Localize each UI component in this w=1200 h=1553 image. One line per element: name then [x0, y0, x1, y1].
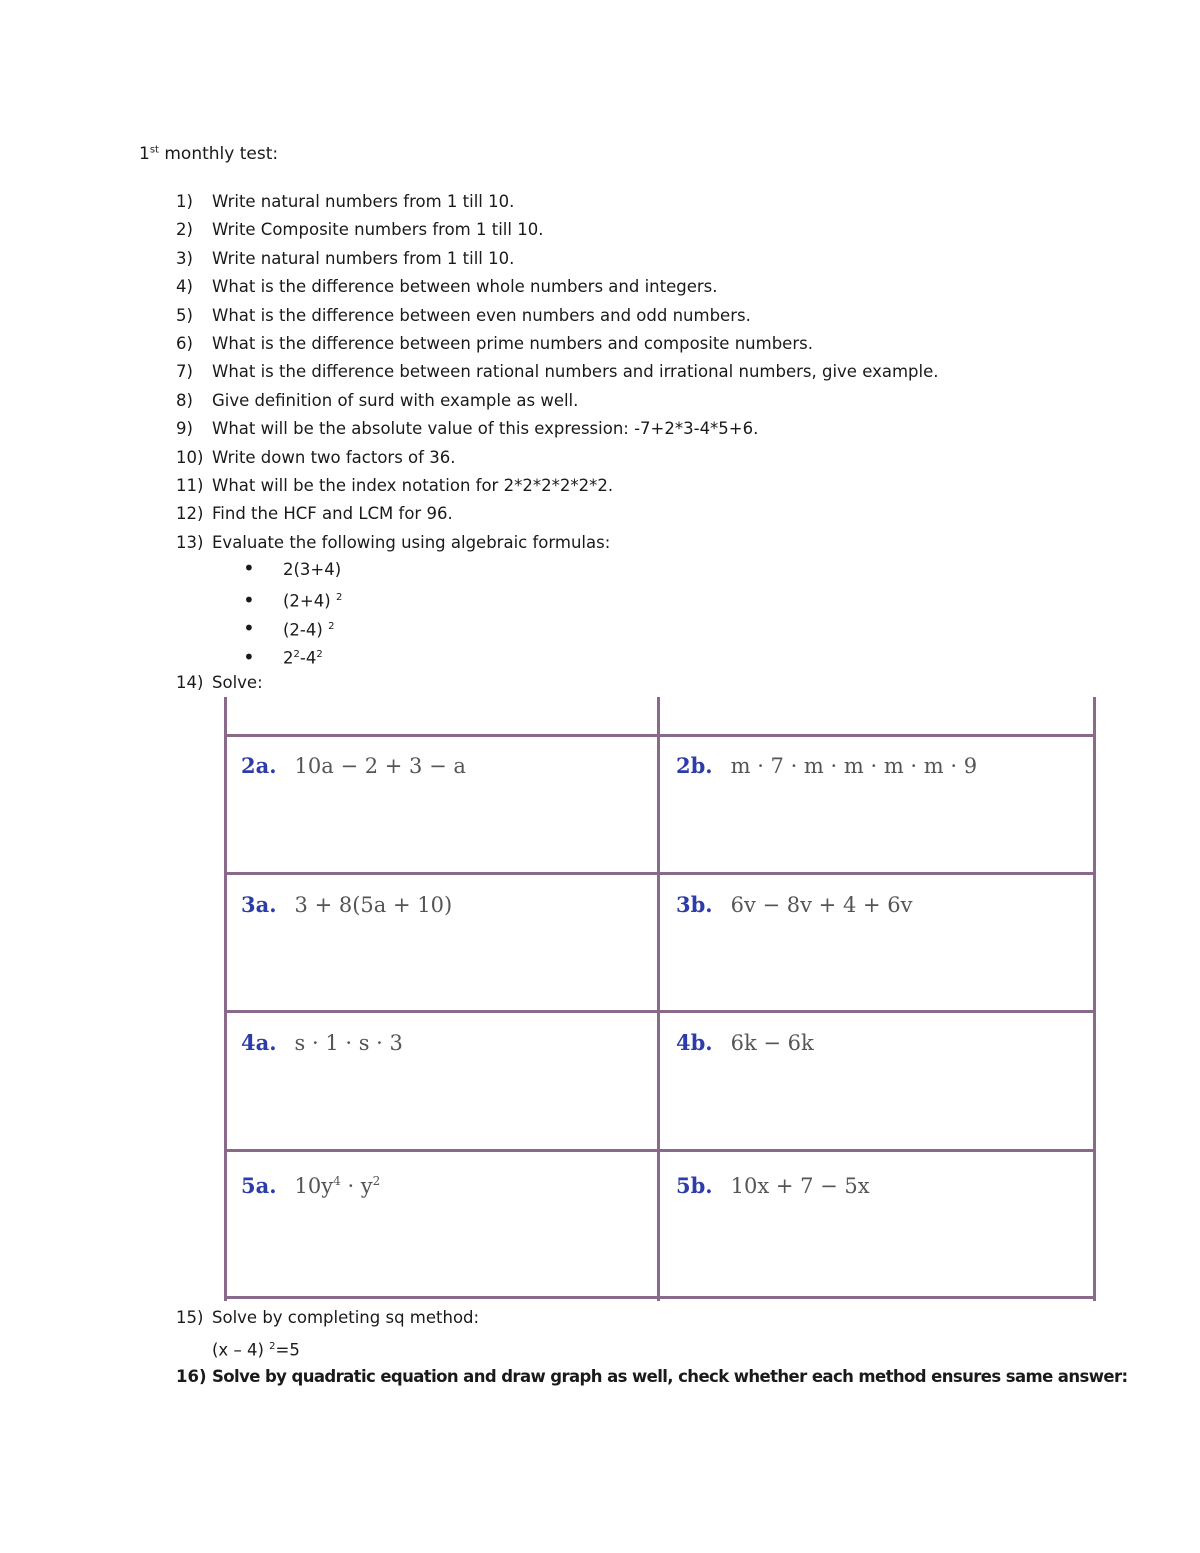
problem-expression: 3 + 8(5a + 10)	[294, 893, 453, 917]
equation-part: (x – 4)	[212, 1340, 270, 1360]
problem-expression: 10x + 7 − 5x	[730, 1174, 870, 1198]
question-text: Solve by quadratic equation and draw graph as well, check whether each method ensures same answer:	[212, 1367, 1128, 1386]
question-text: What is the difference between rational numbers and irrational numbers, give example.	[212, 362, 939, 382]
question-15-equation	[212, 1333, 300, 1361]
question-number: 13)	[176, 532, 204, 552]
question-text: What will be the absolute value of this expression: -7+2*3-4*5+6.	[212, 419, 759, 439]
table-row-divider	[224, 872, 1096, 875]
bullet-item	[243, 641, 342, 669]
question-number: 11)	[176, 475, 204, 495]
title-number: 1	[139, 144, 150, 164]
question-number: 8)	[176, 390, 193, 410]
exponent: 2	[372, 1174, 381, 1188]
question-number: 9)	[176, 419, 193, 439]
problem-5a	[241, 1173, 380, 1198]
question-text: Solve by completing sq method:	[212, 1308, 480, 1327]
problem-label: 4a.	[241, 1030, 277, 1055]
problem-4a	[241, 1030, 403, 1055]
question-number: 4)	[176, 277, 193, 297]
question-text: Write Composite numbers from 1 till 10.	[212, 220, 544, 240]
question-list	[176, 188, 938, 557]
table-row-divider	[224, 734, 1096, 737]
question-item	[176, 472, 938, 500]
bullet-icon: •	[243, 616, 255, 641]
question-number: 5)	[176, 305, 193, 325]
exponent: 2	[269, 1341, 276, 1352]
question-text: Write natural numbers from 1 till 10.	[212, 248, 515, 268]
problem-label: 3b.	[676, 892, 713, 917]
exponent: 2	[335, 592, 343, 604]
problem-expression-part: · y	[340, 1174, 373, 1198]
question-number: 7)	[176, 362, 193, 382]
page-title	[139, 144, 278, 164]
question-text: Evaluate the following using algebraic formulas:	[212, 532, 611, 552]
question-item	[176, 529, 938, 557]
problem-5b	[676, 1173, 870, 1198]
question-item	[176, 415, 938, 443]
bullet-expression: (2-4)	[283, 620, 329, 640]
question-number: 3)	[176, 248, 193, 268]
question-text: Find the HCF and LCM for 96.	[212, 504, 453, 524]
bullet-expression: 2(3+4)	[283, 560, 342, 579]
bullet-item	[243, 556, 342, 584]
question-item	[176, 500, 938, 528]
question-text: What is the difference between prime numbers and composite numbers.	[212, 333, 813, 353]
exponent: 2	[316, 649, 323, 661]
bullet-item	[243, 584, 342, 612]
problems-table	[224, 697, 1096, 1301]
question-item	[176, 444, 938, 472]
question-text: Write natural numbers from 1 till 10.	[212, 192, 515, 211]
question-number: 15)	[176, 1308, 204, 1327]
problem-expression: 6v − 8v + 4 + 6v	[730, 893, 913, 917]
question-number: 12)	[176, 504, 204, 524]
bullet-expression: 2	[283, 648, 294, 668]
question-text: Give definition of surd with example as well.	[212, 390, 579, 410]
question-text: Write down two factors of 36.	[212, 447, 456, 467]
table-divider-middle	[657, 697, 660, 1301]
problem-expression: m · 7 · m · m · m · m · 9	[730, 754, 978, 778]
question-text: What is the difference between whole numbers and integers.	[212, 277, 718, 297]
problem-3b	[676, 892, 912, 917]
equation-part: =5	[275, 1340, 300, 1360]
bullet-icon: •	[243, 644, 255, 669]
problem-2a	[241, 753, 466, 778]
title-text: monthly test:	[158, 144, 279, 164]
problem-label: 5b.	[676, 1173, 713, 1198]
question-item	[176, 330, 938, 358]
question-16	[176, 1363, 1127, 1391]
table-border-right	[1093, 697, 1096, 1301]
question-item	[176, 302, 938, 330]
question-number: 14)	[176, 673, 204, 692]
question-14	[176, 669, 263, 697]
problem-4b	[676, 1030, 814, 1055]
question-15	[176, 1304, 479, 1332]
problem-2b	[676, 753, 977, 778]
title-ordinal-suffix: st	[149, 144, 159, 156]
question-item	[176, 358, 938, 386]
problem-3a	[241, 892, 452, 917]
problem-label: 2b.	[676, 753, 713, 778]
problem-label: 3a.	[241, 892, 277, 917]
problem-expression: 10a − 2 + 3 − a	[294, 754, 466, 778]
problem-expression: s · 1 · s · 3	[294, 1031, 403, 1055]
bullet-expression: (2+4)	[283, 591, 336, 611]
question-item	[176, 188, 938, 216]
bullet-icon: •	[243, 556, 255, 580]
exponent: 2	[293, 649, 300, 661]
exponent: 4	[333, 1174, 341, 1188]
question-item	[176, 273, 938, 301]
bullet-expression-part: -4	[299, 648, 317, 668]
question-item	[176, 387, 938, 415]
exponent: 2	[328, 620, 335, 632]
table-border-left	[224, 697, 227, 1301]
question-text: What is the difference between even numbers and odd numbers.	[212, 305, 751, 325]
problem-label: 5a.	[241, 1173, 277, 1198]
question-number: 1)	[176, 192, 193, 211]
question-text: What will be the index notation for 2*2*2*2*2*2.	[212, 475, 614, 495]
question-number: 16)	[176, 1367, 207, 1386]
bullet-item	[243, 613, 342, 641]
problem-label: 2a.	[241, 753, 277, 778]
table-border-bottom	[224, 1296, 1096, 1299]
question-number: 10)	[176, 447, 204, 467]
problem-expression: 6k − 6k	[730, 1031, 814, 1055]
q13-bullet-list	[243, 556, 342, 670]
table-row-divider	[224, 1010, 1096, 1013]
question-number: 2)	[176, 220, 193, 240]
bullet-icon: •	[243, 587, 255, 612]
question-number: 6)	[176, 333, 193, 353]
table-row-divider	[224, 1149, 1096, 1152]
question-item	[176, 245, 938, 273]
problem-expression: 10y	[294, 1174, 334, 1198]
problem-label: 4b.	[676, 1030, 713, 1055]
question-text: Solve:	[212, 673, 263, 692]
question-item	[176, 216, 938, 244]
